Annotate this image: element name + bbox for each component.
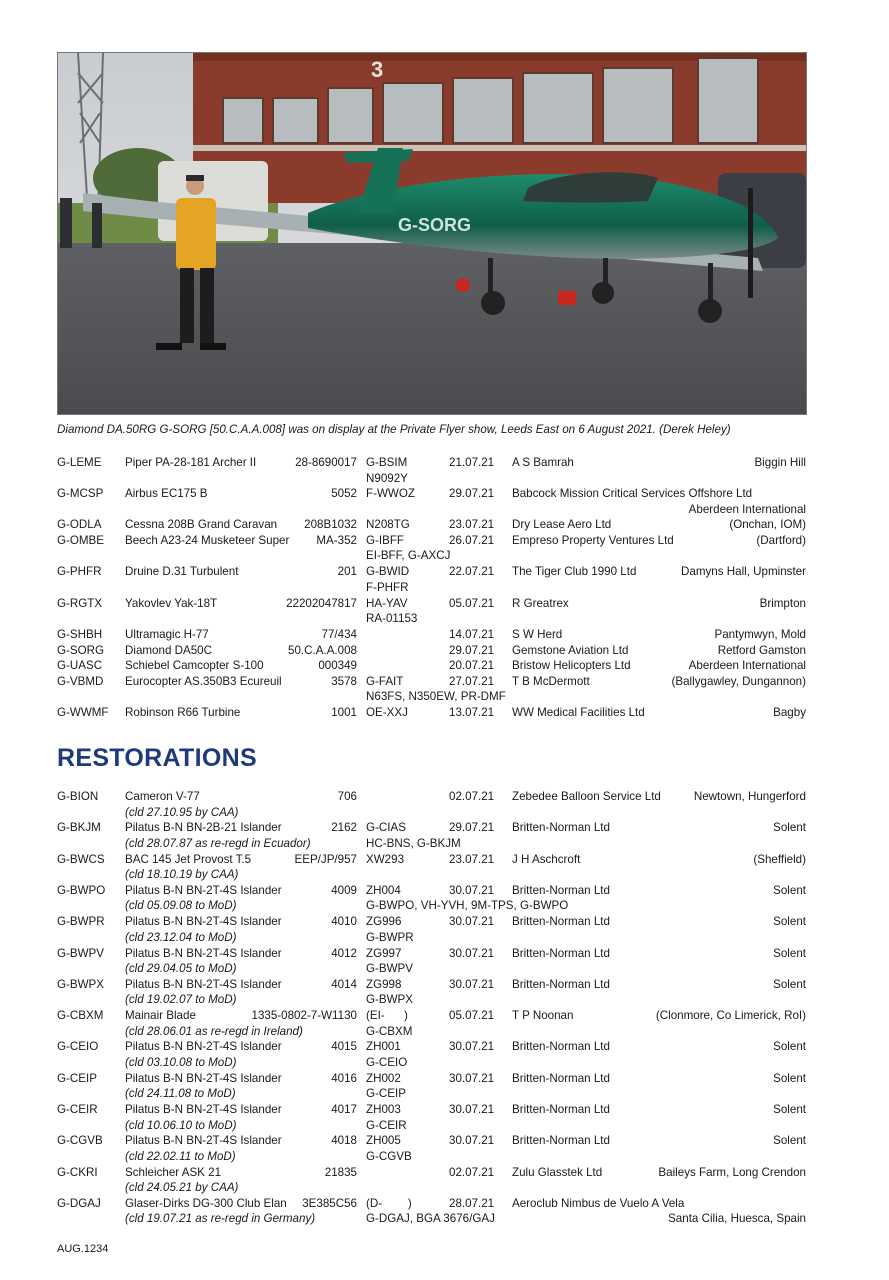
owner: The Tiger Club 1990 Ltd xyxy=(512,565,637,578)
registration-date: 13.07.21 xyxy=(449,706,495,719)
previous-identity-history: G-BWPO, VH-YVH, 9M-TPS, G-BWPO xyxy=(366,899,569,913)
registration: G-DGAJ xyxy=(57,1196,101,1210)
registration: G-BWCS xyxy=(57,852,105,866)
location: Brimpton xyxy=(759,596,806,610)
registration: G-CKRI xyxy=(57,1165,98,1179)
cancellation-note: (cld 18.10.19 by CAA) xyxy=(125,868,239,882)
location: Newtown, Hungerford xyxy=(693,790,806,803)
location: Solent xyxy=(773,821,806,835)
cancellation-note: (cld 10.06.10 to MoD) xyxy=(125,1118,237,1132)
aircraft-type: Pilatus B-N BN-2T-4S Islander xyxy=(125,1103,282,1116)
aircraft-type: Pilatus B-N BN-2T-4S Islander xyxy=(125,946,282,960)
registration-date: 05.07.21 xyxy=(449,1009,495,1023)
tarmac xyxy=(58,243,806,414)
previous-identity-history: G-DGAJ, BGA 3676/GAJ xyxy=(366,1212,495,1226)
registration: G-BWPO xyxy=(57,883,106,897)
previous-identity: G-IBFF xyxy=(366,533,404,547)
aircraft-type: Druine D.31 Turbulent xyxy=(125,565,239,578)
registration-date: 29.07.21 xyxy=(449,821,495,835)
registration: G-BION xyxy=(57,790,99,803)
previous-identity: (D- ) xyxy=(366,1196,412,1210)
restoration-row xyxy=(57,1133,806,1164)
aircraft-type: Beech A23-24 Musketeer Super xyxy=(125,533,290,547)
registration-date: 14.07.21 xyxy=(449,628,495,641)
aircraft-type: Schleicher ASK 21 xyxy=(125,1165,222,1179)
location: Santa Cilia, Huesca, Spain xyxy=(668,1212,806,1226)
previous-identity: ZG997 xyxy=(366,946,402,960)
registration-row xyxy=(57,674,806,705)
registration: G-CEIR xyxy=(57,1103,98,1116)
registration-date: 30.07.21 xyxy=(449,1103,495,1116)
registration-date: 29.07.21 xyxy=(449,487,495,500)
construction-number: 28-8690017 xyxy=(295,456,357,469)
aircraft-type: Mainair Blade xyxy=(125,1009,196,1023)
location: Baileys Farm, Long Crendon xyxy=(658,1165,806,1179)
aircraft-type: Ultramagic H-77 xyxy=(125,628,209,641)
registration: G-RGTX xyxy=(57,596,103,610)
photo-caption: Diamond DA.50RG G-SORG [50.C.A.A.008] was on display at the Private Flyer show, Leeds East on 6 August 2021. (Derek Heley) xyxy=(57,423,731,436)
photo-illustration xyxy=(58,53,806,414)
previous-identity-history: G-BWPR xyxy=(366,930,414,944)
location: Damyns Hall, Upminster xyxy=(681,565,806,578)
previous-identity: HA-YAV xyxy=(366,596,408,610)
aircraft-type: Pilatus B-N BN-2B-21 Islander xyxy=(125,821,282,835)
owner: Babcock Mission Critical Services Offshore Ltd xyxy=(512,487,753,500)
registration-date: 30.07.21 xyxy=(449,946,495,960)
aircraft-type: Eurocopter AS.350B3 Ecureuil xyxy=(125,674,282,688)
construction-number: EEP/JP/957 xyxy=(294,852,357,866)
registration: G-VBMD xyxy=(57,674,104,688)
owner: S W Herd xyxy=(512,628,563,641)
construction-number: 4017 xyxy=(331,1103,357,1116)
cancellation-note: (cld 19.02.07 to MoD) xyxy=(125,993,237,1007)
construction-number: MA-352 xyxy=(316,533,357,547)
aircraft-type: Airbus EC175 B xyxy=(125,487,208,500)
previous-identity: ZH003 xyxy=(366,1103,401,1116)
construction-number: 4015 xyxy=(331,1040,357,1054)
location: Aberdeen International xyxy=(688,659,806,672)
aircraft-type: Pilatus B-N BN-2T-4S Islander xyxy=(125,915,282,929)
construction-number: 000349 xyxy=(318,659,357,672)
previous-identity-history: RA-01153 xyxy=(366,612,418,625)
registration-date: 28.07.21 xyxy=(449,1196,495,1210)
previous-identity: ZH005 xyxy=(366,1134,401,1148)
registration: G-OMBE xyxy=(57,533,105,547)
construction-number: 4016 xyxy=(331,1071,357,1085)
location: Solent xyxy=(773,883,806,897)
location: Bagby xyxy=(773,706,806,719)
restoration-row xyxy=(57,946,806,977)
location: Solent xyxy=(773,977,806,991)
owner: T P Noonan xyxy=(512,1009,574,1023)
cancellation-note: (cld 23.12.04 to MoD) xyxy=(125,930,237,944)
owner: WW Medical Facilities Ltd xyxy=(512,706,645,719)
location: Pantymwyn, Mold xyxy=(714,628,806,641)
registration-date: 21.07.21 xyxy=(449,456,495,469)
restoration-row xyxy=(57,820,806,851)
previous-identity: ZG996 xyxy=(366,915,402,929)
aircraft-type: Pilatus B-N BN-2T-4S Islander xyxy=(125,883,282,897)
registration: G-MCSP xyxy=(57,487,104,500)
owner: Zulu Glasstek Ltd xyxy=(512,1165,603,1179)
owner: Britten-Norman Ltd xyxy=(512,1103,610,1116)
location: (Clonmore, Co Limerick, RoI) xyxy=(655,1009,806,1023)
section-heading-restorations: RESTORATIONS xyxy=(57,744,257,772)
previous-identity-history: G-BWPX xyxy=(366,993,414,1007)
cancellation-note: (cld 03.10.08 to MoD) xyxy=(125,1055,237,1069)
aircraft-type: Robinson R66 Turbine xyxy=(125,706,241,719)
cancellation-note: (cld 28.07.87 as re-regd in Ecuador) xyxy=(125,836,311,850)
location: (Ballygawley, Dungannon) xyxy=(671,674,806,688)
cancellation-note: (cld 05.09.08 to MoD) xyxy=(125,899,237,913)
registration-date: 30.07.21 xyxy=(449,1071,495,1085)
registration: G-ODLA xyxy=(57,518,102,531)
restoration-row xyxy=(57,1008,806,1039)
construction-number: 4014 xyxy=(331,977,357,991)
aircraft-photo xyxy=(57,52,807,415)
location: Biggin Hill xyxy=(754,456,806,469)
owner: Britten-Norman Ltd xyxy=(512,946,610,960)
restoration-row xyxy=(57,977,806,1008)
registration-date: 26.07.21 xyxy=(449,533,495,547)
location: (Onchan, IOM) xyxy=(729,518,806,531)
previous-identity-history: F-PHFR xyxy=(366,580,409,594)
owner: Britten-Norman Ltd xyxy=(512,1071,610,1085)
owner: Britten-Norman Ltd xyxy=(512,915,610,929)
construction-number: 201 xyxy=(337,565,357,578)
location: Retford Gamston xyxy=(717,643,806,657)
owner: Gemstone Aviation Ltd xyxy=(512,643,629,657)
registration: G-CEIO xyxy=(57,1040,99,1054)
construction-number: 5052 xyxy=(331,487,357,500)
owner: Empreso Property Ventures Ltd xyxy=(512,533,674,547)
restoration-row xyxy=(57,1196,806,1227)
previous-identity: G-CIAS xyxy=(366,821,406,835)
restoration-row xyxy=(57,1039,806,1070)
restoration-row xyxy=(57,852,806,883)
cancellation-note: (cld 22.02.11 to MoD) xyxy=(125,1149,236,1163)
registration-date: 30.07.21 xyxy=(449,1040,495,1054)
owner: Britten-Norman Ltd xyxy=(512,821,610,835)
registration-date: 23.07.21 xyxy=(449,518,495,531)
restoration-row xyxy=(57,1071,806,1102)
previous-identity: XW293 xyxy=(366,852,405,866)
owner: T B McDermott xyxy=(512,674,590,688)
registration: G-CGVB xyxy=(57,1134,103,1148)
registration-date: 22.07.21 xyxy=(449,565,495,578)
registration-row xyxy=(57,455,806,486)
construction-number: 3E385C56 xyxy=(302,1196,357,1210)
owner: Britten-Norman Ltd xyxy=(512,883,610,897)
cancellation-note: (cld 19.07.21 as re-regd in Germany) xyxy=(125,1212,316,1226)
owner: J H Aschcroft xyxy=(512,852,581,866)
previous-identity: ZH004 xyxy=(366,883,401,897)
previous-identity-history: G-CBXM xyxy=(366,1024,413,1038)
registration: G-UASC xyxy=(57,659,103,672)
registration-date: 27.07.21 xyxy=(449,674,495,688)
cancellation-note: (cld 24.05.21 by CAA) xyxy=(125,1181,239,1195)
restoration-row xyxy=(57,1165,806,1196)
registration-date: 23.07.21 xyxy=(449,852,495,866)
construction-number: 4018 xyxy=(331,1134,357,1148)
previous-identity: OE-XXJ xyxy=(366,706,408,719)
owner: Zebedee Balloon Service Ltd xyxy=(512,790,661,803)
previous-identity: G-BWID xyxy=(366,565,410,578)
owner: Britten-Norman Ltd xyxy=(512,977,610,991)
registration: G-BWPV xyxy=(57,946,105,960)
previous-identity: N208TG xyxy=(366,518,410,531)
aircraft-type: Pilatus B-N BN-2T-4S Islander xyxy=(125,1071,282,1085)
aircraft-type: Glaser-Dirks DG-300 Club Elan xyxy=(125,1196,287,1210)
registration-row xyxy=(57,533,806,564)
construction-number: 22202047817 xyxy=(286,596,357,610)
registration: G-BWPX xyxy=(57,977,105,991)
construction-number: 4010 xyxy=(331,915,357,929)
restoration-row xyxy=(57,1102,806,1133)
construction-number: 77/434 xyxy=(321,628,357,641)
owner: Britten-Norman Ltd xyxy=(512,1040,610,1054)
construction-number: 21835 xyxy=(324,1165,357,1179)
registration-date: 02.07.21 xyxy=(449,1165,495,1179)
owner: Bristow Helicopters Ltd xyxy=(512,659,631,672)
registration-date: 29.07.21 xyxy=(449,643,495,657)
registration-date: 05.07.21 xyxy=(449,596,495,610)
location: (Sheffield) xyxy=(753,852,806,866)
cancellation-note: (cld 24.11.08 to MoD) xyxy=(125,1087,236,1101)
registration-date: 02.07.21 xyxy=(449,790,495,803)
construction-number: 4009 xyxy=(331,883,357,897)
previous-identity-history: N9092Y xyxy=(366,471,408,485)
registration: G-SORG xyxy=(57,643,105,657)
aircraft-type: Pilatus B-N BN-2T-4S Islander xyxy=(125,977,282,991)
registration: G-CBXM xyxy=(57,1009,104,1023)
owner: Aeroclub Nimbus de Vuelo A Vela xyxy=(512,1196,685,1210)
previous-identity: (EI- ) xyxy=(366,1009,408,1023)
propeller xyxy=(748,188,753,298)
previous-identity: ZH001 xyxy=(366,1040,401,1054)
previous-identity-history: G-CEIO xyxy=(366,1055,408,1069)
previous-identity: ZH002 xyxy=(366,1071,401,1085)
aircraft-type: Pilatus B-N BN-2T-4S Islander xyxy=(125,1134,282,1148)
aircraft-type: BAC 145 Jet Provost T.5 xyxy=(125,852,252,866)
aircraft-type: Cessna 208B Grand Caravan xyxy=(125,518,278,531)
registration-date: 30.07.21 xyxy=(449,977,495,991)
previous-identity-history: G-BWPV xyxy=(366,962,414,975)
previous-identity-history: EI-BFF, G-AXCJ xyxy=(366,549,451,562)
aircraft-type: Piper PA-28-181 Archer II xyxy=(125,456,257,469)
registration: G-BKJM xyxy=(57,821,101,835)
aircraft-type: Pilatus B-N BN-2T-4S Islander xyxy=(125,1040,282,1054)
registration: G-BWPR xyxy=(57,915,105,929)
owner: R Greatrex xyxy=(512,596,569,610)
location: Aberdeen International xyxy=(688,502,806,516)
location: (Dartford) xyxy=(756,533,806,547)
cancellation-note: (cld 27.10.95 by CAA) xyxy=(125,805,239,819)
construction-number: 706 xyxy=(337,790,357,803)
page-footer-code: AUG.1234 xyxy=(57,1243,109,1255)
registration-row xyxy=(57,564,806,595)
owner: A S Bamrah xyxy=(512,456,574,469)
location: Solent xyxy=(773,915,806,929)
previous-identity-history: HC-BNS, G-BKJM xyxy=(366,836,461,850)
previous-identity: ZG998 xyxy=(366,977,402,991)
construction-number: 1001 xyxy=(331,706,357,719)
previous-identity-history: N63FS, N350EW, PR-DMF xyxy=(366,690,506,703)
previous-identity: G-BSIM xyxy=(366,456,408,469)
registration-date: 30.07.21 xyxy=(449,883,495,897)
aircraft-type: Cameron V-77 xyxy=(125,790,200,803)
construction-number: 4012 xyxy=(331,946,357,960)
registration: G-WWMF xyxy=(57,706,109,719)
construction-number: 50.C.A.A.008 xyxy=(288,643,357,657)
previous-identity: F-WWOZ xyxy=(366,487,415,500)
registration-date: 20.07.21 xyxy=(449,659,495,672)
registration-date: 30.07.21 xyxy=(449,1134,495,1148)
cancellation-note: (cld 29.04.05 to MoD) xyxy=(125,962,237,975)
location: Solent xyxy=(773,1040,806,1054)
registration: G-CEIP xyxy=(57,1071,97,1085)
restoration-row xyxy=(57,914,806,945)
registration-row xyxy=(57,486,806,517)
location: Solent xyxy=(773,1103,806,1116)
registration: G-SHBH xyxy=(57,628,103,641)
aircraft-type: Yakovlev Yak-18T xyxy=(125,596,218,610)
registration: G-PHFR xyxy=(57,565,102,578)
owner: Dry Lease Aero Ltd xyxy=(512,518,612,531)
location: Solent xyxy=(773,1071,806,1085)
cancellation-note: (cld 28.06.01 as re-regd in Ireland) xyxy=(125,1024,303,1038)
registration-row xyxy=(57,705,806,736)
previous-identity-history: G-CEIR xyxy=(366,1118,407,1132)
construction-number: 2162 xyxy=(331,821,357,835)
registration-date: 30.07.21 xyxy=(449,915,495,929)
previous-identity-history: G-CEIP xyxy=(366,1087,406,1101)
location: Solent xyxy=(773,1134,806,1148)
restoration-row xyxy=(57,883,806,914)
previous-identity: G-FAIT xyxy=(366,674,404,688)
aircraft-type: Schiebel Camcopter S-100 xyxy=(125,659,264,672)
aircraft-type: Diamond DA50C xyxy=(125,643,212,657)
aircraft-registration-marking: G-SORG xyxy=(398,215,472,235)
registration: G-LEME xyxy=(57,456,102,469)
registration-row xyxy=(57,596,806,627)
hangar-number: 3 xyxy=(371,57,384,82)
previous-identity-history: G-CGVB xyxy=(366,1149,412,1163)
location: Solent xyxy=(773,946,806,960)
owner: Britten-Norman Ltd xyxy=(512,1134,610,1148)
construction-number: 1335-0802-7-W1130 xyxy=(251,1009,357,1023)
restoration-row xyxy=(57,789,806,820)
construction-number: 3578 xyxy=(331,674,357,688)
construction-number: 208B1032 xyxy=(304,518,357,531)
